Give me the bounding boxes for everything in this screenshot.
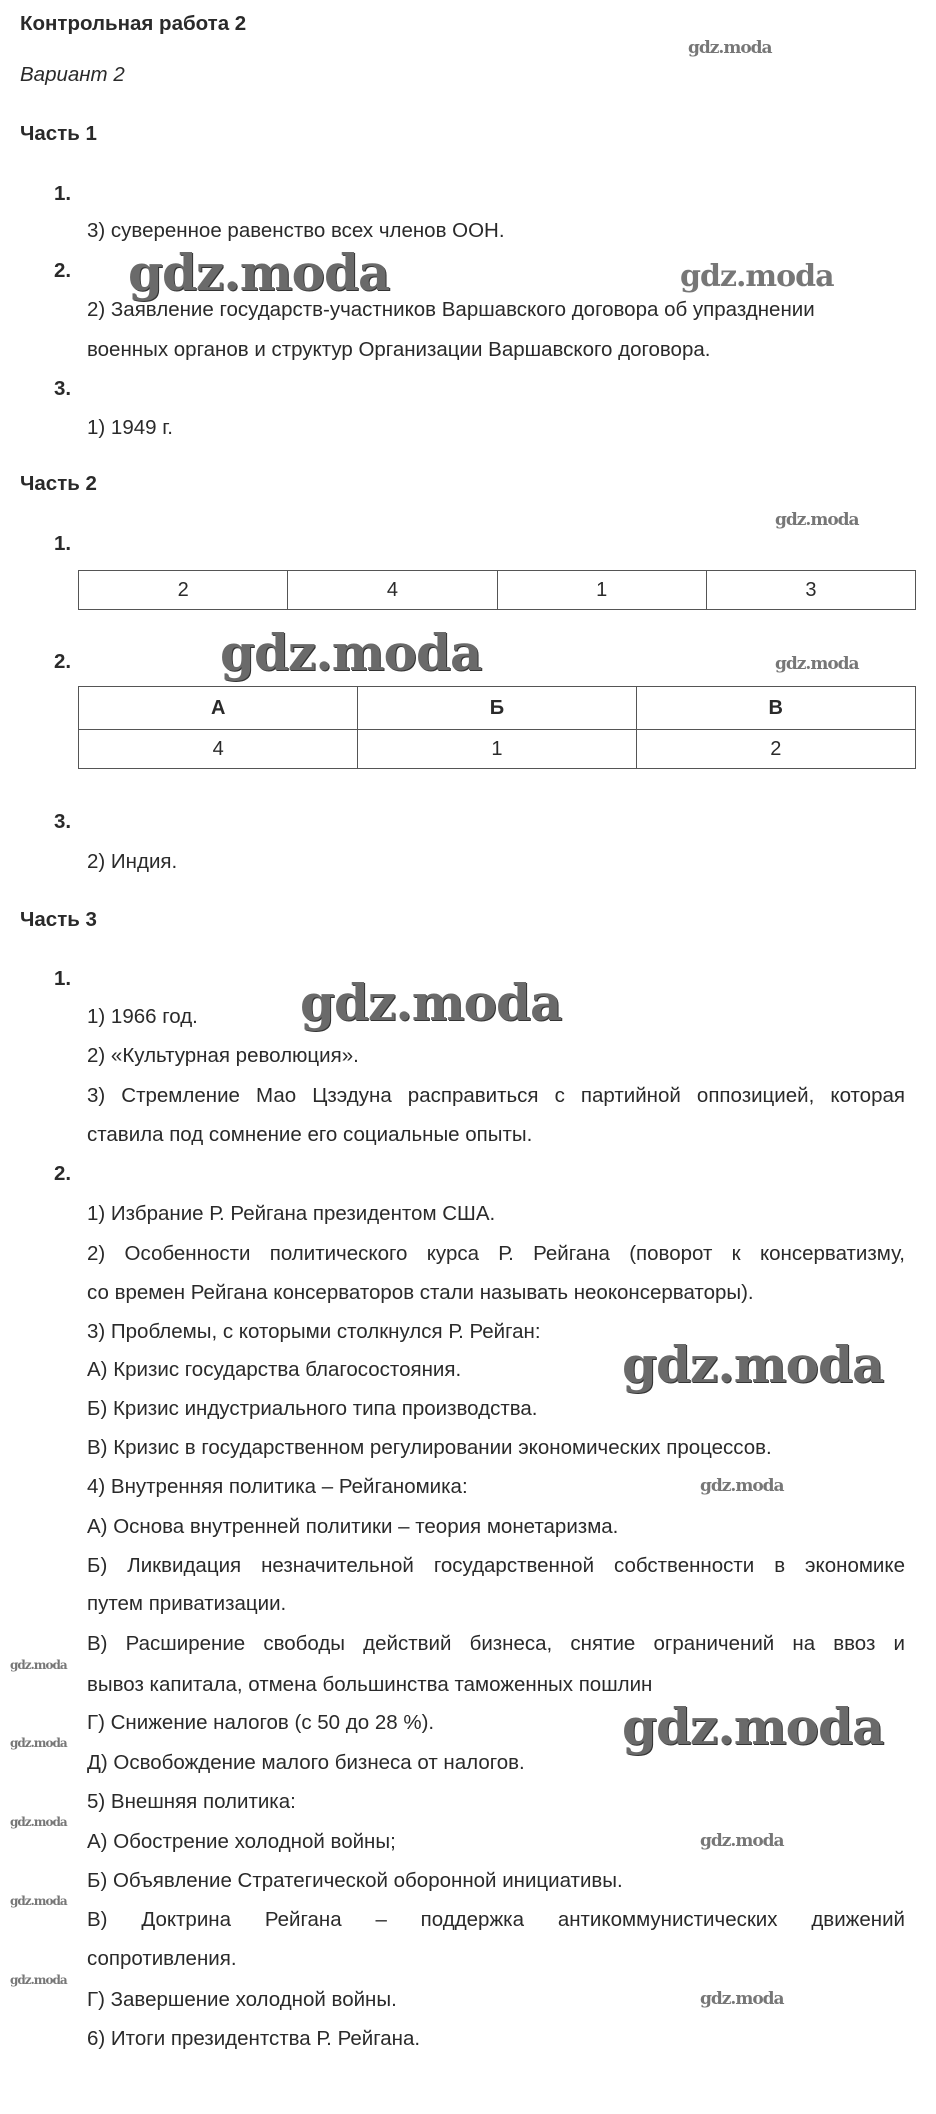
answer-text: Б) Кризис индустриального типа производства. (87, 1397, 538, 1420)
watermark: gdz.moda (622, 1697, 884, 1756)
watermark: gdz.moda (700, 1476, 784, 1496)
answer-text: Г) Завершение холодной войны. (87, 1988, 397, 2011)
watermark: gdz.moda (680, 259, 834, 294)
watermark: gdz.moda (775, 654, 859, 674)
answer-text: А) Основа внутренней политики – теория монетаризма. (87, 1515, 619, 1538)
watermark: gdz.moda (10, 1973, 67, 1987)
table-row (79, 571, 916, 610)
answer-text: 2) Заявление государств-участников Варшавского договора об упразднении (87, 298, 815, 321)
table-header: В (636, 687, 915, 730)
answer-text: 1) Избрание Р. Рейгана президентом США. (87, 1202, 496, 1225)
question-number: 3. (54, 810, 72, 833)
answer-text: В) Расширение свободы действий бизнеса, снятие ограничений на ввоз и (87, 1632, 905, 1655)
watermark: gdz.moda (220, 623, 482, 682)
watermark: gdz.moda (10, 1894, 67, 1908)
answer-text: Б) Ликвидация незначительной государственной собственности в экономике (87, 1554, 905, 1577)
answer-text: 1) 1966 год. (87, 1005, 198, 1028)
watermark: gdz.moda (700, 1989, 784, 2009)
table-row (79, 730, 916, 769)
table-cell: 4 (288, 571, 497, 610)
question-number: 2. (54, 1162, 72, 1185)
answer-text: 3) суверенное равенство всех членов ООН. (87, 219, 505, 242)
answer-text: Д) Освобождение малого бизнеса от налогов. (87, 1751, 525, 1774)
answer-text: со времен Рейгана консерваторов стали называть неоконсерваторы). (87, 1281, 754, 1304)
part-3-heading: Часть 3 (20, 908, 97, 931)
answer-text: А) Кризис государства благосостояния. (87, 1358, 462, 1381)
answer-text: сопротивления. (87, 1947, 237, 1970)
answer-text: 2) Особенности политического курса Р. Рейгана (поворот к консерватизму, (87, 1242, 905, 1265)
watermark: gdz.moda (10, 1736, 67, 1750)
question-number: 1. (54, 182, 72, 205)
answer-text: военных органов и структур Организации Варшавского договора. (87, 338, 711, 361)
answer-text: В) Кризис в государственном регулировании экономических процессов. (87, 1436, 772, 1459)
watermark: gdz.moda (700, 1831, 784, 1851)
question-number: 2. (54, 259, 72, 282)
page-title: Контрольная работа 2 (20, 12, 247, 35)
answer-text: путем приватизации. (87, 1592, 287, 1615)
answer-text: 5) Внешняя политика: (87, 1790, 296, 1813)
watermark: gdz.moda (775, 510, 859, 530)
answer-text: 3) Проблемы, с которыми столкнулся Р. Рейган: (87, 1320, 541, 1343)
answer-text: В) Доктрина Рейгана – поддержка антикоммунистических движений (87, 1908, 905, 1931)
answer-text: 2) Индия. (87, 850, 178, 873)
watermark: gdz.moda (10, 1658, 67, 1672)
table-cell: 2 (79, 571, 288, 610)
answer-table-1 (78, 570, 916, 610)
answer-text: вывоз капитала, отмена большинства таможенных пошлин (87, 1673, 653, 1696)
watermark: gdz.moda (300, 973, 562, 1032)
question-number: 1. (54, 967, 72, 990)
part-2-heading: Часть 2 (20, 472, 97, 495)
answer-text: Б) Объявление Стратегической оборонной инициативы. (87, 1869, 623, 1892)
answer-table-2 (78, 686, 916, 769)
table-header-row (79, 687, 916, 730)
answer-text: 6) Итоги президентства Р. Рейгана. (87, 2027, 421, 2050)
watermark: gdz.moda (10, 1815, 67, 1829)
answer-text: 4) Внутренняя политика – Рейганомика: (87, 1475, 468, 1498)
watermark: gdz.moda (622, 1335, 884, 1394)
table-header: А (79, 687, 358, 730)
question-number: 2. (54, 650, 72, 673)
answer-text: 2) «Культурная революция». (87, 1044, 359, 1067)
watermark: gdz.moda (128, 243, 390, 302)
table-cell: 3 (706, 571, 915, 610)
answer-text: Г) Снижение налогов (с 50 до 28 %). (87, 1711, 435, 1734)
watermark: gdz.moda (688, 38, 772, 58)
answer-text: ставила под сомнение его социальные опыты. (87, 1123, 533, 1146)
question-number: 3. (54, 377, 72, 400)
table-cell: 4 (79, 730, 358, 769)
answer-text: 1) 1949 г. (87, 416, 173, 439)
answer-text: А) Обострение холодной войны; (87, 1830, 396, 1853)
question-number: 1. (54, 532, 72, 555)
table-cell: 1 (358, 730, 636, 769)
table-header: Б (358, 687, 636, 730)
table-cell: 2 (636, 730, 915, 769)
part-1-heading: Часть 1 (20, 122, 97, 145)
variant-label: Вариант 2 (20, 63, 125, 86)
table-cell: 1 (497, 571, 706, 610)
answer-text: 3) Стремление Мао Цзэдуна расправиться с партийной оппозицией, которая (87, 1084, 905, 1107)
